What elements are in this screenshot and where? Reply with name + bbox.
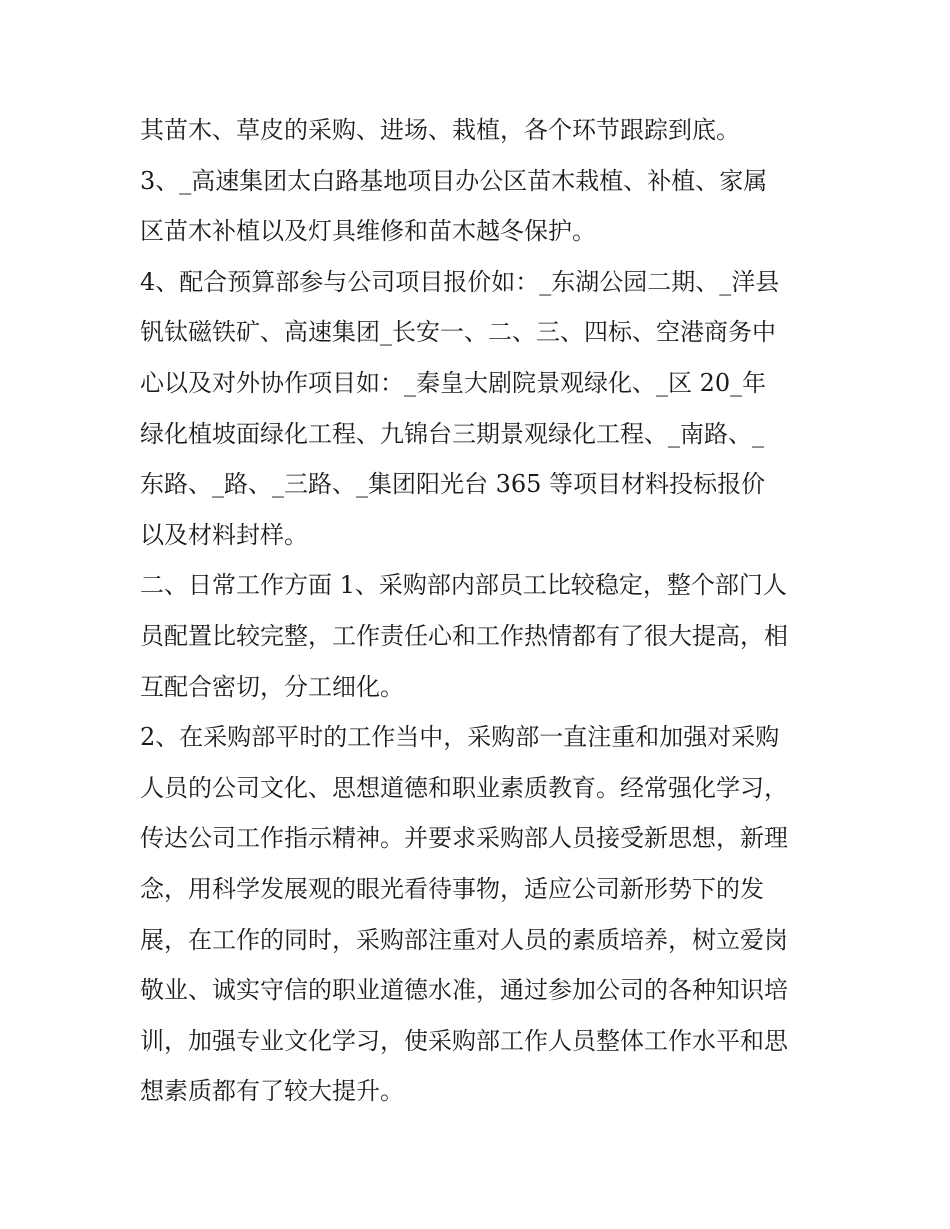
text-line: 二、日常工作方面 1、采购部内部员工比较稳定，整个部门人: [140, 571, 787, 600]
text-line: 以及材料封样。: [140, 520, 308, 549]
text-line: 2、在采购部平时的工作当中，采购部一直注重和加强对采购: [140, 723, 780, 752]
text-line: 互配合密切，分工细化。: [140, 672, 404, 701]
text-line: 3、_高速集团太白路基地项目办公区苗木栽植、补植、家属: [140, 166, 768, 195]
text-line: 钒钛磁铁矿、高速集团_长安一、二、三、四标、空港商务中: [140, 318, 776, 347]
text-line: 念，用科学发展观的眼光看待事物，适应公司新形势下的发: [140, 874, 764, 903]
text-line: 展，在工作的同时，采购部注重对人员的素质培养，树立爱岗: [140, 925, 788, 954]
text-line: 绿化植坡面绿化工程、九锦台三期景观绿化工程、_南路、_: [140, 419, 764, 448]
text-line: 区苗木补植以及灯具维修和苗木越冬保护。: [140, 217, 596, 246]
text-line: 4、配合预算部参与公司项目报价如：_东湖公园二期、_洋县: [140, 267, 780, 296]
text-line: 东路、_路、_三路、_集团阳光台 365 等项目材料投标报价: [140, 470, 766, 499]
text-line: 人员的公司文化、思想道德和职业素质教育。经常强化学习，: [140, 773, 788, 802]
text-line: 其苗木、草皮的采购、进场、栽植，各个环节跟踪到底。: [140, 116, 740, 144]
text-line: 心以及对外协作项目如：_秦皇大剧院景观绿化、_区 20_年: [140, 368, 767, 397]
text-line: 敬业、诚实守信的职业道德水准，通过参加公司的各种知识培: [140, 976, 788, 1005]
text-line: 训，加强专业文化学习，使采购部工作人员整体工作水平和思: [140, 1026, 788, 1055]
text-line: 员配置比较完整，工作责任心和工作热情都有了很大提高，相: [140, 621, 788, 650]
body-text: [140, 105, 820, 1117]
text-line: 传达公司工作指示精神。并要求采购部人员接受新思想，新理: [140, 824, 788, 853]
text-line: 想素质都有了较大提升。: [140, 1077, 404, 1106]
